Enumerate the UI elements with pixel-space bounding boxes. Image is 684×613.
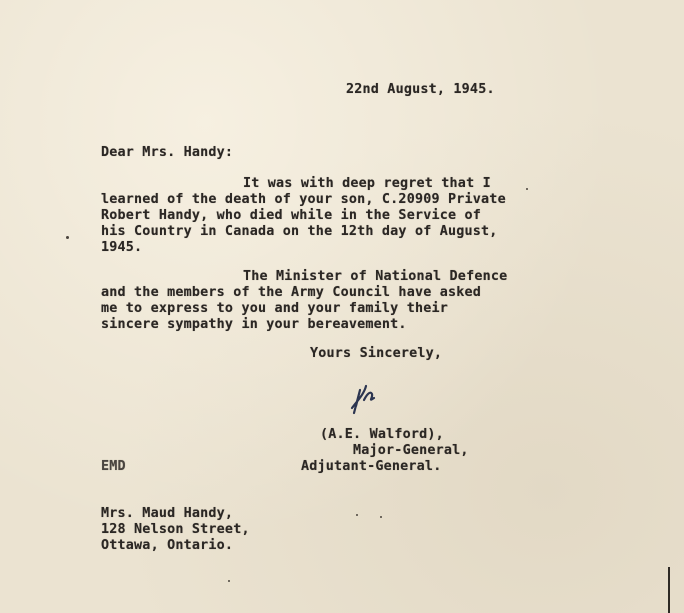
- paragraph1-line-2: learned of the death of your son, C.20909 Private: [101, 192, 506, 207]
- recipient-name: Mrs. Maud Handy,: [101, 506, 234, 521]
- paper-speck: [356, 514, 358, 516]
- reference-initials: EMD: [101, 459, 126, 474]
- paragraph1-line-5: 1945.: [101, 240, 143, 255]
- signer-title: Adjutant-General.: [301, 459, 442, 474]
- salutation: Dear Mrs. Handy:: [101, 145, 234, 160]
- paragraph1-line-4: his Country in Canada on the 12th day of August,: [101, 224, 498, 239]
- paragraph2-line-4: sincere sympathy in your bereavement.: [101, 317, 407, 332]
- paragraph1-line-1: It was with deep regret that I: [243, 176, 491, 191]
- paper-speck: [228, 580, 230, 582]
- recipient-street: 128 Nelson Street,: [101, 522, 250, 537]
- letter-date: 22nd August, 1945.: [346, 82, 495, 97]
- signer-rank: Major-General,: [353, 443, 469, 458]
- signer-name: (A.E. Walford),: [320, 427, 444, 442]
- paper-speck: [66, 236, 69, 239]
- closing: Yours Sincerely,: [310, 346, 443, 361]
- recipient-city: Ottawa, Ontario.: [101, 538, 234, 553]
- paragraph2-line-2: and the members of the Army Council have asked: [101, 285, 482, 300]
- page-edge-mark: [668, 567, 670, 613]
- paragraph1-line-3: Robert Handy, who died while in the Service of: [101, 208, 482, 223]
- paragraph2-line-1: The Minister of National Defence: [243, 269, 508, 284]
- handwritten-signature: [348, 380, 378, 416]
- paper-speck: [526, 188, 528, 190]
- paper-speck: [380, 516, 382, 518]
- paragraph2-line-3: me to express to you and your family their: [101, 301, 448, 316]
